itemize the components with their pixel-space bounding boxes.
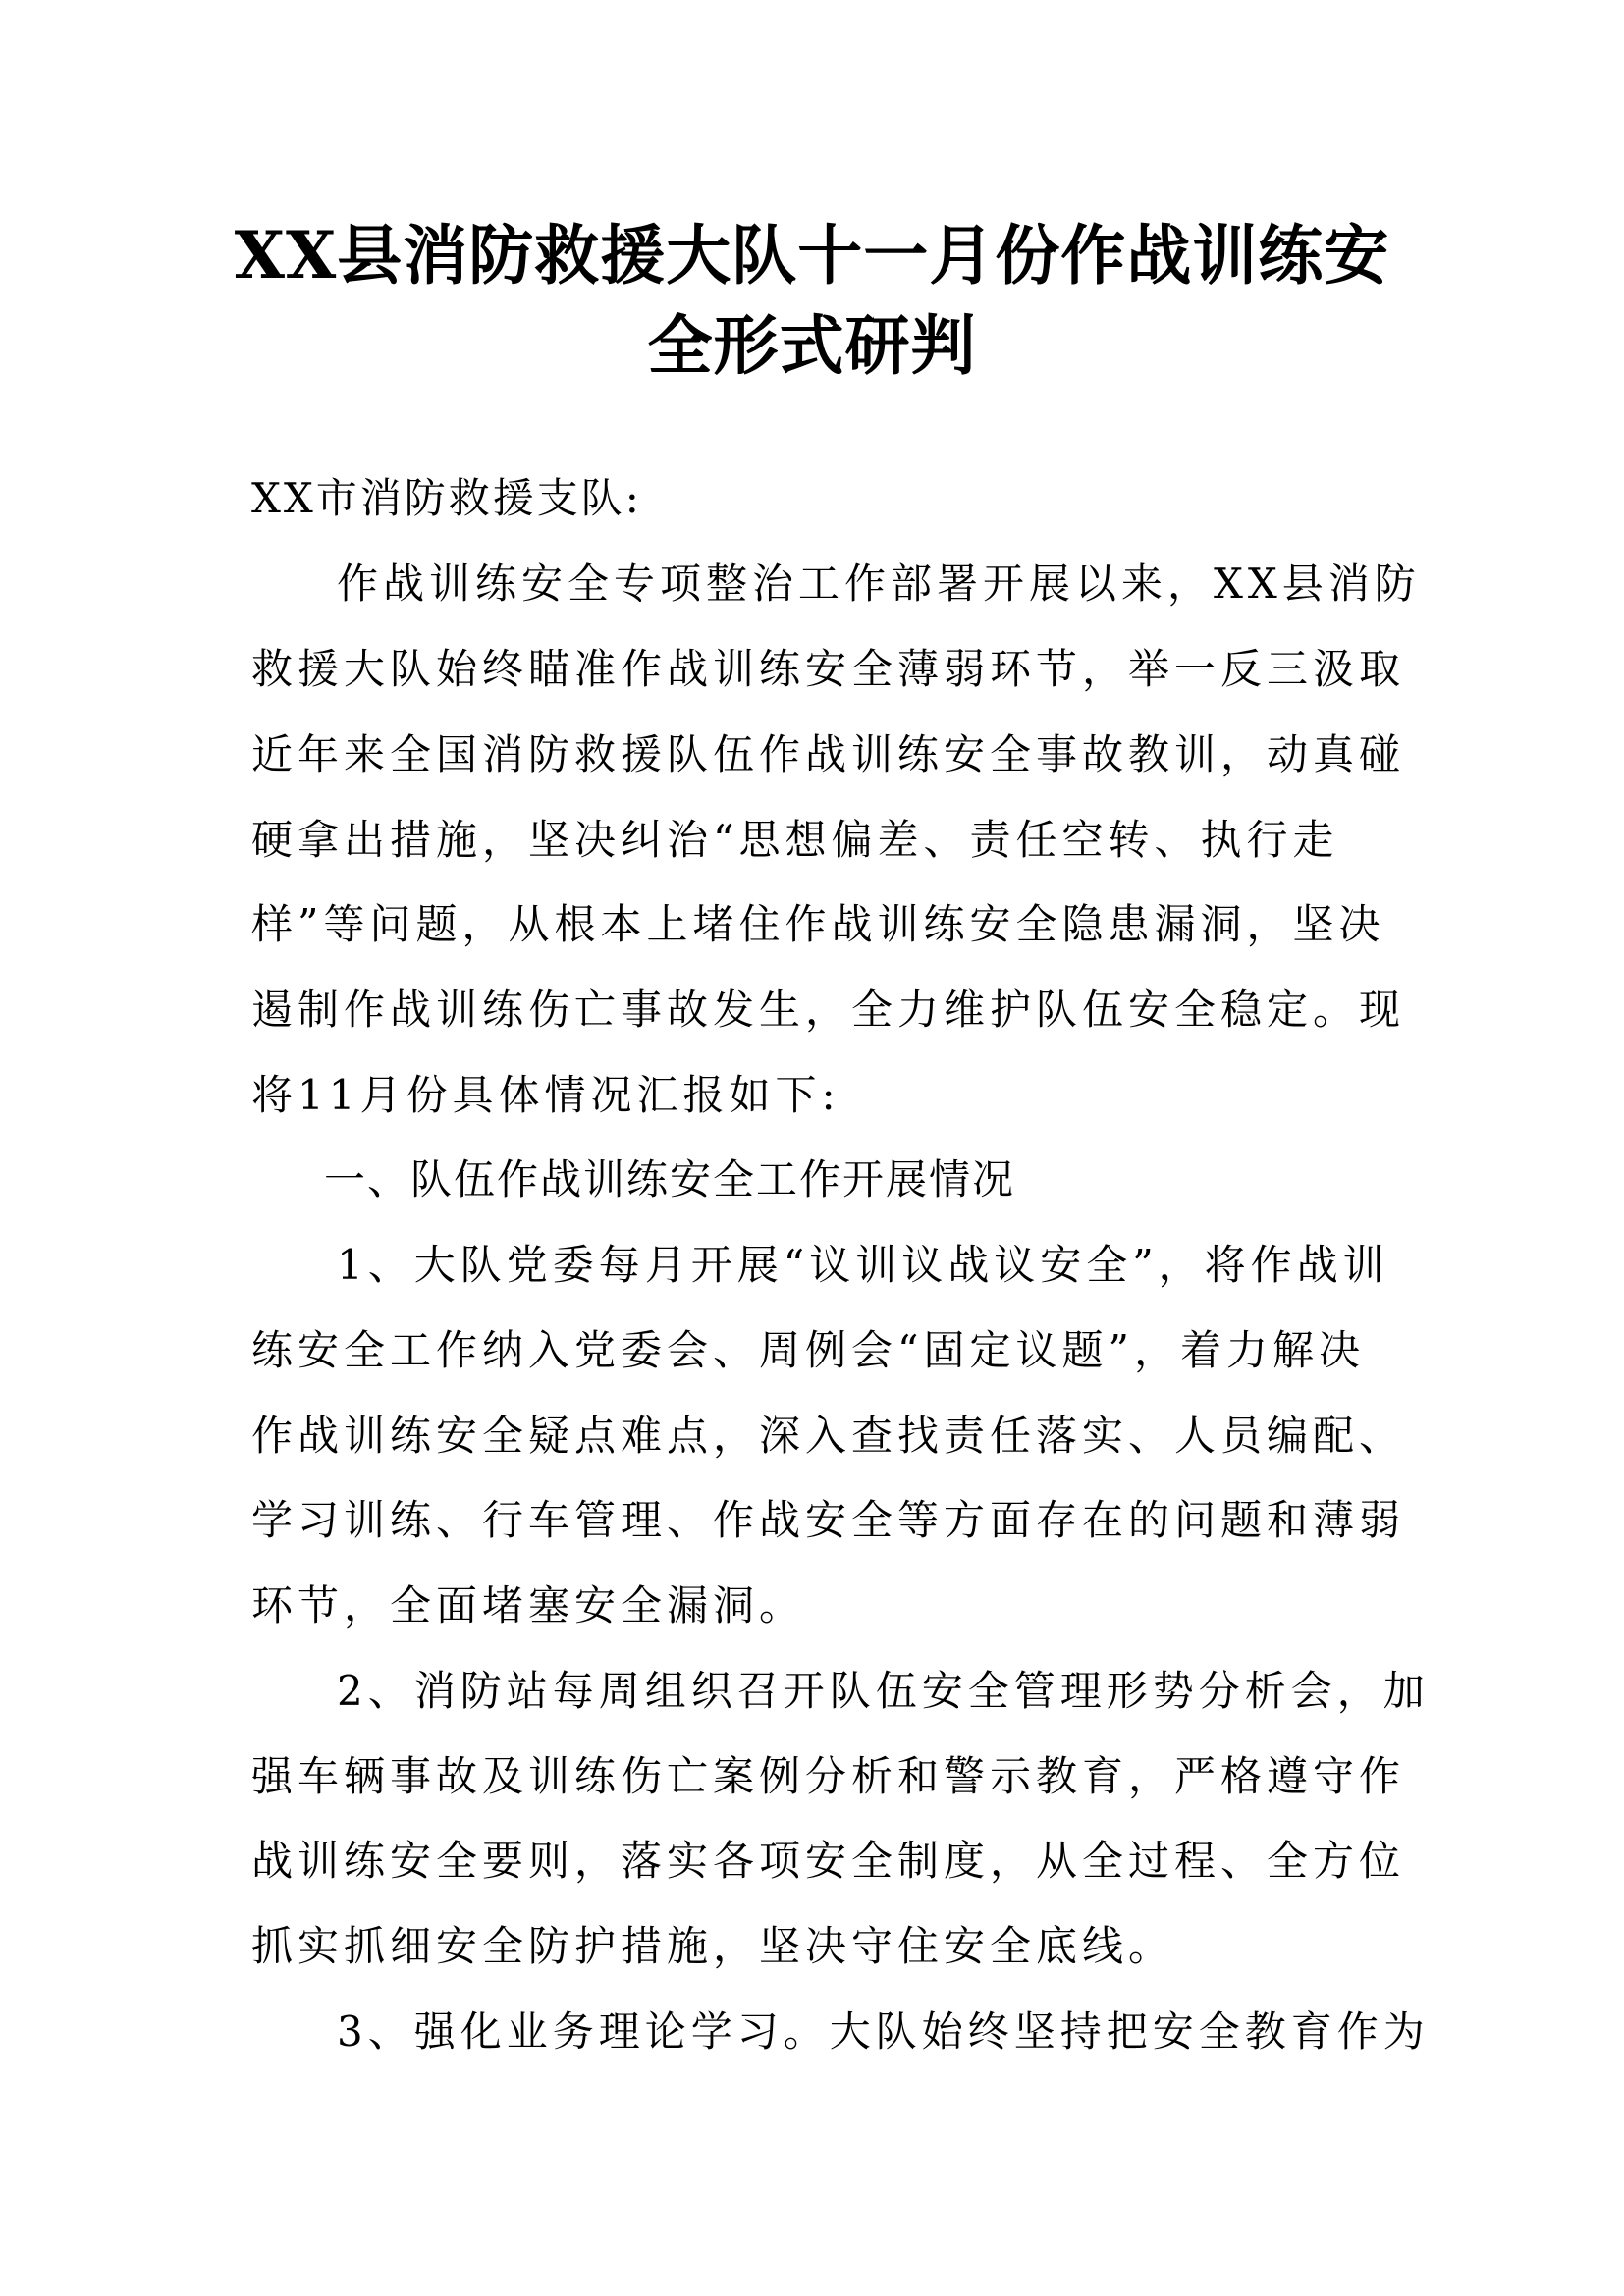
section-heading-1: 一、队伍作战训练安全工作开展情况 [324, 1155, 1016, 1203]
paragraph-1-line-5: 样”等问题，从根本上堵住作战训练安全隐患漏洞，坚决 [251, 900, 1385, 948]
item-2-line-4: 抓实抓细安全防护措施，坚决守住安全底线。 [251, 1922, 1175, 1970]
item-2-line-2: 强车辆事故及训练伤亡案例分析和警示教育，严格遵守作 [251, 1752, 1406, 1800]
item-1-line-5: 环节，全面堵塞安全漏洞。 [251, 1581, 806, 1629]
item-1-line-4: 学习训练、行车管理、作战安全等方面存在的问题和薄弱 [251, 1496, 1406, 1544]
paragraph-1-line-7: 将11月份具体情况汇报如下: [251, 1071, 840, 1119]
paragraph-1-line-6: 遏制作战训练伤亡事故发生，全力维护队伍安全稳定。现 [251, 986, 1406, 1034]
item-2-line-1: 2、消防站每周组织召开队伍安全管理形势分析会，加 [337, 1667, 1430, 1715]
item-3-line-1: 3、强化业务理论学习。大队始终坚持把安全教育作为 [337, 2007, 1430, 2056]
item-1-line-3: 作战训练安全疑点难点，深入查找责任落实、人员编配、 [251, 1412, 1406, 1460]
paragraph-1-line-4: 硬拿出措施，坚决纠治“思想偏差、责任空转、执行走 [251, 816, 1339, 864]
salutation: XX市消防救援支队: [251, 474, 642, 522]
item-2-line-3: 战训练安全要则，落实各项安全制度，从全过程、全方位 [251, 1837, 1406, 1885]
item-1-line-1: 1、大队党委每月开展“议训议战议安全”，将作战训 [337, 1241, 1389, 1289]
document-title-line-1: XX县消防救援大队十一月份作战训练安 [234, 217, 1390, 294]
paragraph-1-line-3: 近年来全国消防救援队伍作战训练安全事故教训，动真碰 [251, 730, 1406, 778]
item-1-line-2: 练安全工作纳入党委会、周例会“固定议题”，着力解决 [251, 1326, 1365, 1374]
document-title-line-2: 全形式研判 [647, 307, 977, 384]
paragraph-1-line-2: 救援大队始终瞄准作战训练安全薄弱环节，举一反三汲取 [251, 645, 1406, 693]
paragraph-1-line-1: 作战训练安全专项整治工作部署开展以来，XX县消防 [337, 560, 1421, 608]
